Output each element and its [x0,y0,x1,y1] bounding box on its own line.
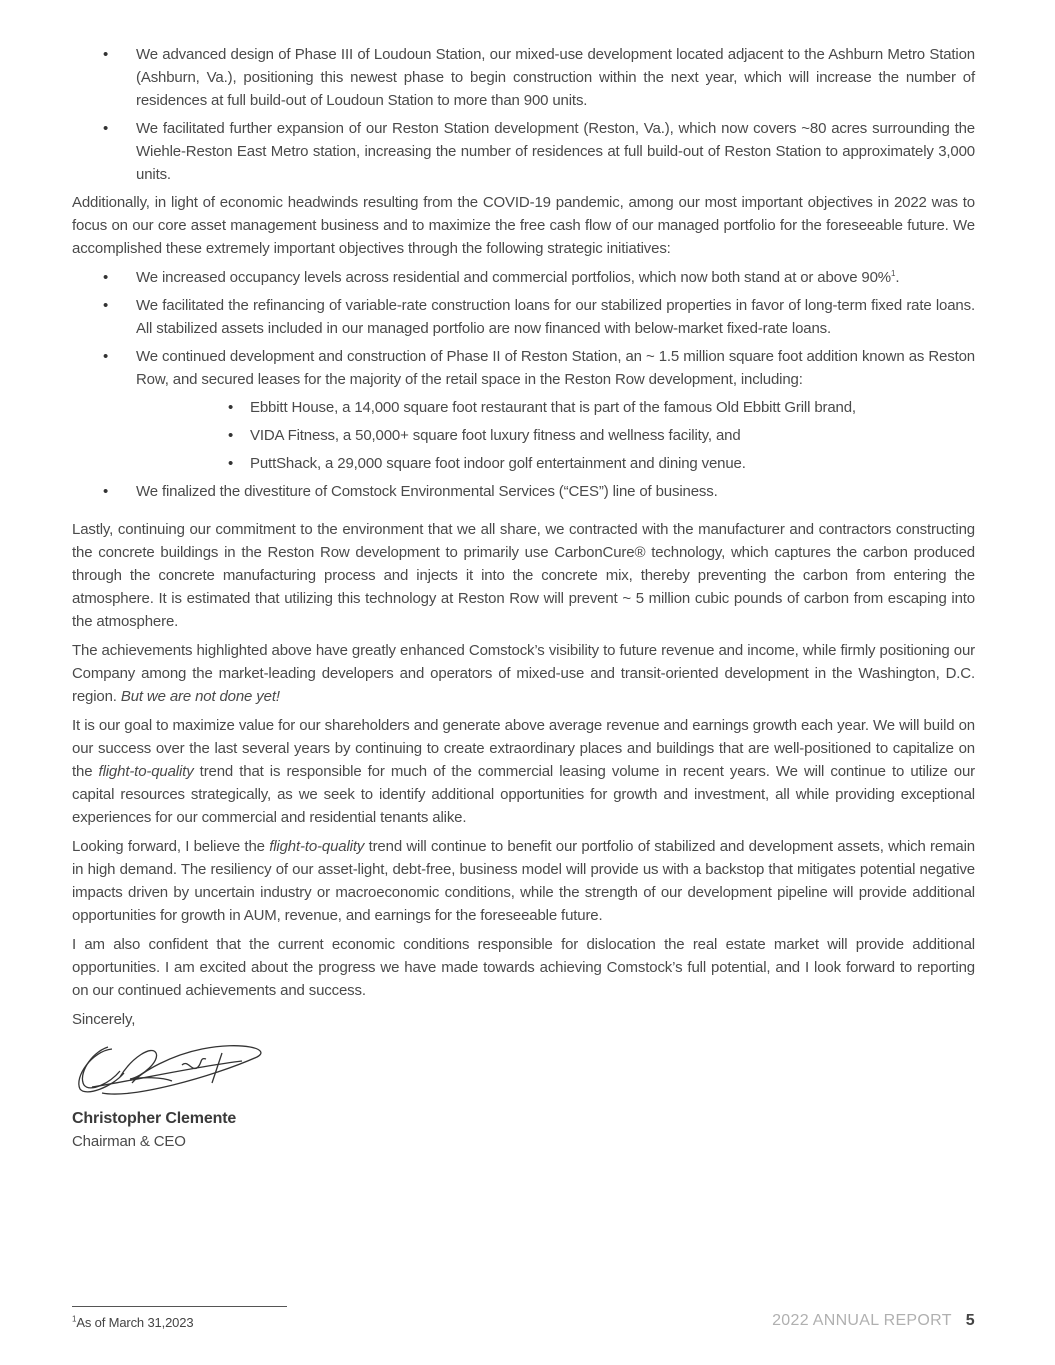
page-number: 5 [965,1312,975,1329]
paragraph-confident: I am also confident that the current economic conditions responsible for dislocation the real estate market will provide additional opportunities. I am excited about the progress we have made towards achieving Comstock’s full potential, and I look forward to reporting on our continued achievements and success. [72,936,975,999]
emphasis: But we are not done yet! [120,688,280,705]
list-item: • We advanced design of Phase III of Loudoun Station, our mixed-use development located adjacent to the Ashburn Metro Station (Ashburn, Va.), positioning this newest phase to begin construction within the next year, which will increase the number of residences at full build-out of Loudoun Station to more than 900 units. [72,43,975,112]
signer-title: Chairman & CEO [72,1133,186,1150]
emphasis: flight-to-quality [98,763,194,780]
paragraph-goal [72,714,975,829]
reston-row-text: We continued development and construction of Phase II of Reston Station, an ~ 1.5 million square foot addition known as Reston Row, and secured leases for the majority of the retail space in the Reston Row development, including: [136,348,975,388]
list-item [72,266,975,289]
list-item: • We facilitated further expansion of our Reston Station development (Reston, Va.), which now covers ~80 acres surrounding the Wiehle-Reston East Metro station, increasing the number of residences at full build-out of Reston Station to approximately 3,000 units. [72,117,975,186]
list-item [72,345,975,475]
letter-body [72,43,975,1153]
tenant-item: • Ebbitt House, a 14,000 square foot restaurant that is part of the famous Old Ebbitt Grill brand, [72,396,975,419]
emphasis: flight-to-quality [269,838,365,855]
footnote-mark: 1 [72,1314,77,1324]
report-title: 2022 ANNUAL REPORT [772,1312,952,1329]
list-item: • We finalized the divestiture of Comstock Environmental Services (“CES”) line of business. [72,480,975,503]
footnote-text: As of March 31,2023 [76,1315,194,1330]
paragraph-lastly: Lastly, continuing our commitment to the environment that we all share, we contracted with the manufacturer and contractors constructing the concrete buildings in the Reston Row development to primarily use CarbonCure® technology, which captures the carbon produced through the concrete manufacturing process and injects it into the concrete mix, thereby preventing the carbon from entering the atmosphere. It is estimated that utilizing this technology at Reston Row will prevent ~ 5 million cubic pounds of carbon from escaping into the atmosphere. [72,521,975,630]
footnote-divider [72,1306,287,1307]
signer-name: Christopher Clemente [72,1110,237,1127]
paragraph-additionally: Additionally, in light of economic headwinds resulting from the COVID-19 pandemic, among our most important objectives in 2022 was to focus on our core asset management business and to maximize the free cash flow of our managed portfolio for the foreseeable future. We accomplished these extremely important objectives through the following strategic initiatives: [72,194,975,257]
paragraph-forward [72,835,975,927]
footnote [72,1311,193,1334]
tenant-item: • VIDA Fitness, a 50,000+ square foot luxury fitness and wellness facility, and [72,424,975,447]
projects-list [72,43,975,186]
punct: . [895,269,900,286]
tenant-item: • PuttShack, a 29,000 square foot indoor golf entertainment and dining venue. [72,452,975,475]
tenants-list [72,396,975,475]
text: The achievements highlighted above have greatly enhanced Comstock’s visibility to future revenue and income, while firmly positioning our Company among the market-leading developers and operators of mixed-use and transit-oriented development in the Washington, D.C. region. [72,642,975,705]
page-footer [772,1309,975,1332]
initiatives-list [72,266,975,503]
signature-image [72,1037,272,1101]
paragraph-achievements [72,639,975,708]
text: trend will continue to benefit our portfolio of stabilized and development assets, which remain in high demand. The resiliency of our asset-light, debt-free, business model will provide us with a backstop that mitigates potential negative impacts driven by uncertain industry or macroeconomic conditions, while the strength of our development pipeline will provide additional opportunities for growth in AUM, revenue, and earnings for the foreseeable future. [72,838,975,924]
list-item: • We facilitated the refinancing of variable-rate construction loans for our stabilized properties in favor of long-term fixed rate loans. All stabilized assets included in our managed portfolio are now financed with below-market fixed-rate loans. [72,294,975,340]
occupancy-text: We increased occupancy levels across residential and commercial portfolios, which now both stand at or above 90% [136,269,891,286]
text: trend that is responsible for much of the commercial leasing volume in recent years. We will continue to utilize our capital resources strategically, as we seek to identify additional opportunities for growth and investment, all while providing exceptional experiences for our commercial and residential tenants alike. [72,763,975,826]
footnote-mark: 1 [891,269,896,278]
text: Looking forward, I believe the [72,838,270,855]
text: It is our goal to maximize value for our shareholders and generate above average revenue and earnings growth each year. We will build on our success over the last several years by continuing to create extraordinary places and buildings that are well-positioned to capitalize on the [72,717,975,780]
closing: Sincerely, [72,1011,136,1028]
